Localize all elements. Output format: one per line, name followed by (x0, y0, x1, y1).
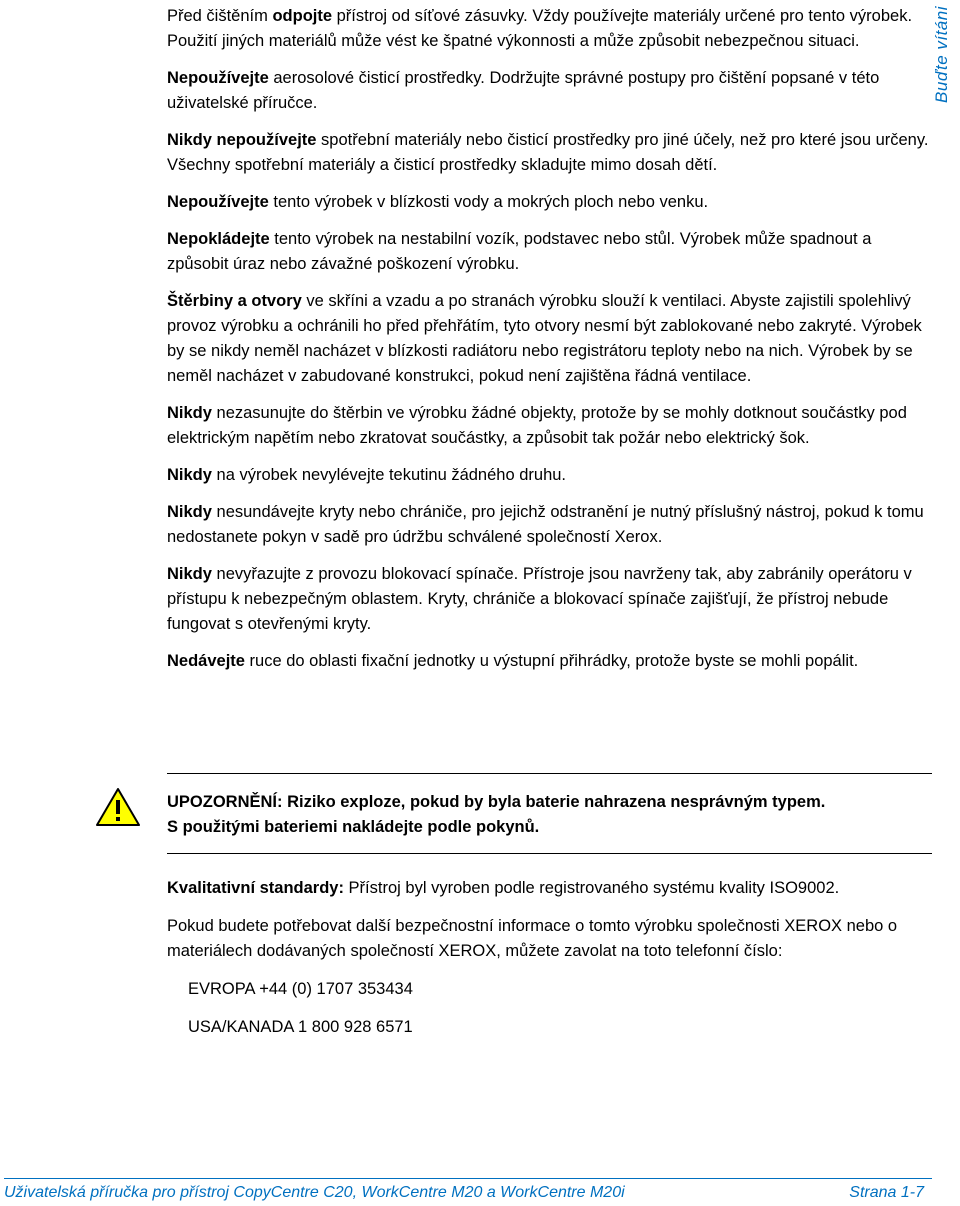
paragraph: Před čištěním odpojte přístroj od síťové zásuvky. Vždy používejte materiály určené pro tento výrobek. Použití jiných materiálů může vést ke špatné výkonnosti a může způsobit nebezpečnou situaci. (167, 7, 913, 50)
warning-label: UPOZORNĚNÍ: (167, 793, 283, 811)
paragraph: Nikdy nepoužívejte spotřební materiály nebo čisticí prostředky pro jiné účely, než pro které jsou určeny. Všechny spotřební materiály a čisticí prostředky skladujte mimo dosah dětí. (167, 131, 929, 174)
footer-divider (4, 1178, 932, 1179)
warning-triangle-icon (95, 787, 141, 827)
contact-intro: Pokud budete potřebovat další bezpečnostní informace o tomto výrobku společnosti XEROX nebo o materiálech dodávaných společností XEROX, můžete zavolat na toto telefonní číslo: (167, 917, 898, 960)
section-tab-label: Buďte vítáni (932, 6, 951, 103)
paragraph: Nikdy nezasunujte do štěrbin ve výrobku žádné objekty, protože by se mohly dotknout součástky pod elektrickým napětím nebo zkratovat součástky, a způsobit tak požár nebo elektrický šok. (167, 404, 907, 447)
footer-document-title: Uživatelská příručka pro přístroj CopyCentre C20, WorkCentre M20 a WorkCentre M20i (4, 1184, 625, 1201)
paragraph: Nepokládejte tento výrobek na nestabilní vozík, podstavec nebo stůl. Výrobek může spadnout a způsobit úraz nebo závažné poškození výrobku. (167, 230, 872, 273)
divider (167, 773, 932, 774)
divider (167, 853, 932, 854)
phone-usa-canada: USA/KANADA 1 800 928 6571 (188, 1018, 413, 1036)
contact-section (167, 876, 932, 1053)
paragraph: Nikdy nevyřazujte z provozu blokovací spínače. Přístroje jsou navrženy tak, aby zabránily operátoru v přístupu k nebezpečným oblastem. Kryty, chrániče a blokovací spínače zajišťují, že přístroj nebude fungovat s otevřenými kryty. (167, 565, 912, 633)
page-number: Strana 1-7 (849, 1184, 924, 1201)
battery-warning: UPOZORNĚNÍ: Riziko exploze, pokud by byla baterie nahrazena nesprávným typem. S použitými bateriemi nakládejte podle pokynů. (167, 793, 826, 836)
paragraph: Nepoužívejte tento výrobek v blízkosti vody a mokrých ploch nebo venku. (167, 193, 709, 211)
phone-europe: EVROPA +44 (0) 1707 353434 (188, 980, 413, 998)
paragraph: Nepoužívejte aerosolové čisticí prostředky. Dodržujte správné postupy pro čištění popsané v této uživatelské příručce. (167, 69, 880, 112)
paragraph: Štěrbiny a otvory ve skříni a vzadu a po stranách výrobku slouží k ventilaci. Abyste zajistili spolehlivý provoz výrobku a ochránili ho před přehřátím, tyto otvory nesmí být zablokované nebo zakryté. Výrobek by se nikdy neměl nacházet v blízkosti radiátoru nebo registrátoru teploty nebo na nich. Výrobek by se neměl nacházet v zabudované konstrukci, pokud není zajištěna řádná ventilace. (167, 292, 922, 385)
safety-instructions (167, 4, 932, 686)
paragraph: Nikdy nesundávejte kryty nebo chrániče, pro jejichž odstranění je nutný příslušný nástroj, pokud k tomu nedostanete pokyn v sadě pro údržbu schválené společností Xerox. (167, 503, 924, 546)
quality-standard: Kvalitativní standardy: Přístroj byl vyroben podle registrovaného systému kvality ISO9002. (167, 879, 840, 897)
paragraph: Nikdy na výrobek nevylévejte tekutinu žádného druhu. (167, 466, 567, 484)
paragraph: Nedávejte ruce do oblasti fixační jednotky u výstupní přihrádky, protože byste se mohli popálit. (167, 652, 859, 670)
